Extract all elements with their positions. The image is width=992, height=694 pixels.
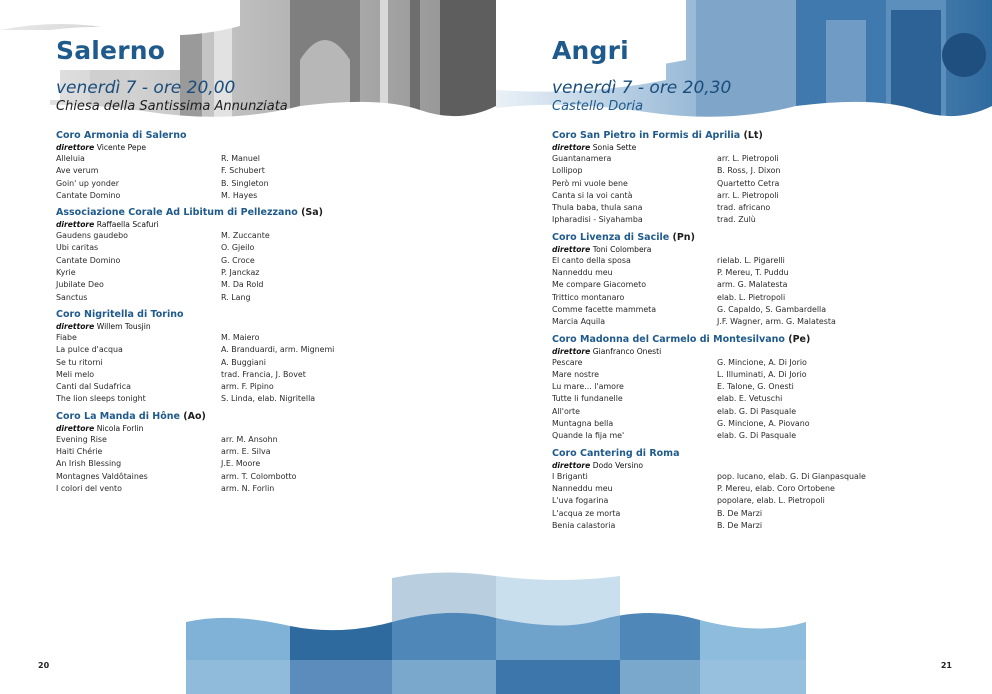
- choir-name-text: Coro Nigritella di Torino: [56, 308, 184, 320]
- program-row: [552, 178, 962, 190]
- program-row: [552, 381, 962, 393]
- piece-author: trad. Francia, J. Bovet: [221, 369, 306, 379]
- choir-name-text: Coro Armonia di Salerno: [56, 130, 187, 141]
- choir-name-text: Coro Madonna del Carmelo di Montesilvano: [552, 333, 785, 345]
- program-row: [56, 267, 466, 279]
- choir-director: [552, 142, 962, 153]
- choir-director: [552, 346, 962, 357]
- piece-title: Fiabe: [56, 332, 77, 342]
- piece-author: R. Lang: [221, 292, 251, 302]
- piece-author: J.F. Wagner, arm. G. Malatesta: [717, 317, 836, 327]
- choir-name-text: Coro La Manda di Hône: [56, 410, 180, 422]
- piece-author: elab. G. Di Pasquale: [717, 406, 797, 416]
- choir-name: [56, 130, 466, 142]
- choir-block: [56, 309, 466, 406]
- piece-title: Benia calastoria: [552, 520, 616, 530]
- choir-name: [552, 130, 962, 142]
- choir-program-list: [56, 128, 466, 500]
- piece-author: arr. L. Pietropoli: [717, 154, 779, 163]
- choir-block: [56, 130, 466, 202]
- piece-author: P. Mereu, elab. Coro Ortobene: [717, 483, 835, 493]
- piece-author: F. Schubert: [221, 166, 265, 176]
- director-label: direttore: [552, 460, 591, 470]
- choir-director: [552, 244, 962, 255]
- program-row: [552, 279, 962, 291]
- piece-author: arr. L. Pietropoli: [717, 190, 779, 200]
- choir-name-text: Coro Livenza di Sacile: [552, 231, 670, 243]
- piece-author: B. Singleton: [221, 178, 269, 188]
- piece-title: Montagnes Valdôtaines: [56, 471, 148, 481]
- program-row: [552, 430, 962, 442]
- piece-author: Quartetto Cetra: [717, 178, 780, 188]
- piece-author: L. Illuminati, A. Di Jorio: [717, 369, 807, 379]
- program-row: [56, 292, 466, 304]
- piece-author: arm. N. Forlin: [221, 483, 275, 493]
- choir-name: [56, 411, 466, 423]
- piece-title: All'orte: [552, 406, 580, 416]
- piece-author: B. De Marzi: [717, 520, 763, 530]
- piece-author: trad. africano: [717, 203, 771, 213]
- piece-author: M. Maiero: [221, 332, 260, 342]
- program-row: [56, 483, 466, 495]
- program-row: [56, 344, 466, 356]
- piece-title: Canta si la voi cantà: [552, 190, 633, 200]
- choir-director: [56, 321, 466, 332]
- program-row: [56, 446, 466, 458]
- piece-author: arr. M. Ansohn: [221, 434, 278, 444]
- concert-venue: Castello Doria: [552, 99, 644, 114]
- piece-author: arm. F. Pipino: [221, 382, 274, 392]
- piece-title: La pulce d'acqua: [56, 345, 123, 355]
- program-row: [552, 495, 962, 507]
- piece-title: Sanctus: [56, 292, 88, 302]
- piece-title: L'acqua ze morta: [552, 508, 621, 518]
- choir-director: [552, 460, 962, 471]
- program-row: [56, 178, 466, 190]
- piece-title: Tutte li fundanelle: [552, 394, 623, 404]
- piece-author: elab. G. Di Pasquale: [717, 431, 797, 441]
- piece-title: I colori del vento: [56, 483, 122, 493]
- program-row: [56, 471, 466, 483]
- city-title: Angri: [552, 36, 629, 65]
- program-row: [552, 304, 962, 316]
- page-number: 20: [38, 661, 50, 670]
- piece-title: Thula baba, thula sana: [552, 203, 643, 213]
- program-row: [56, 165, 466, 177]
- choir-province: (Sa): [301, 207, 323, 219]
- piece-author: M. Zuccante: [221, 231, 270, 241]
- piece-title: Nanneddu meu: [552, 268, 613, 278]
- piece-author: A. Branduardi, arm. Mignemi: [221, 345, 335, 355]
- director-label: direttore: [552, 346, 591, 356]
- piece-title: An Irish Blessing: [56, 459, 122, 469]
- choir-block: [552, 130, 962, 227]
- piece-author: O. Gjeilo: [221, 243, 255, 253]
- piece-title: Marcia Aquila: [552, 317, 606, 327]
- piece-title: Meli melo: [56, 369, 95, 379]
- piece-author: rielab. L. Pigarelli: [717, 255, 785, 265]
- piece-title: Comme facette mammeta: [552, 304, 657, 314]
- concert-venue: Chiesa della Santissima Annunziata: [56, 99, 288, 114]
- program-row: [56, 434, 466, 446]
- piece-author: J.E. Moore: [221, 459, 261, 469]
- concert-date: venerdì 7 - ore 20,30: [552, 78, 732, 98]
- director-name: Gianfranco Onesti: [592, 346, 662, 356]
- choir-province: (Pe): [788, 333, 811, 345]
- piece-title: Kyrie: [56, 268, 76, 278]
- piece-author: elab. L. Pietropoli: [717, 292, 786, 302]
- program-row: [552, 508, 962, 520]
- director-label: direttore: [56, 220, 95, 230]
- piece-title: The lion sleeps tonight: [56, 394, 146, 404]
- program-row: [552, 267, 962, 279]
- piece-title: Me compare Giacometo: [552, 280, 647, 290]
- piece-title: Mare nostre: [552, 369, 600, 379]
- piece-title: Ipharadisi - Siyahamba: [552, 215, 643, 225]
- program-row: [56, 153, 466, 165]
- piece-author: A. Buggiani: [221, 357, 266, 367]
- page-number: 21: [940, 661, 952, 670]
- choir-province: (Lt): [743, 130, 763, 141]
- piece-title: Haiti Chérie: [56, 447, 103, 457]
- choir-name: [552, 334, 962, 346]
- piece-title: Pescare: [552, 357, 583, 367]
- piece-title: Gaudens gaudebo: [56, 231, 128, 241]
- piece-author: elab. E. Vetuschi: [717, 394, 783, 404]
- director-label: direttore: [56, 143, 95, 152]
- piece-author: B. De Marzi: [717, 508, 763, 518]
- choir-block: [552, 334, 962, 443]
- decorative-wave-band: [0, 560, 992, 694]
- piece-author: arm. E. Silva: [221, 447, 271, 457]
- program-row: [552, 202, 962, 214]
- piece-author: M. Da Rold: [221, 280, 264, 290]
- choir-province: (Ao): [183, 410, 206, 422]
- program-row: [552, 483, 962, 495]
- program-row: [56, 381, 466, 393]
- director-label: direttore: [552, 244, 591, 254]
- piece-author: arm. G. Malatesta: [717, 280, 788, 290]
- piece-title: Canti dal Sudafrica: [56, 382, 131, 392]
- piece-title: Goin' up yonder: [56, 178, 119, 188]
- program-row: [552, 471, 962, 483]
- piece-author: M. Hayes: [221, 190, 258, 200]
- piece-author: B. Ross, J. Dixon: [717, 166, 781, 176]
- choir-director: [56, 219, 466, 230]
- program-row: [56, 190, 466, 202]
- choir-name-text: Associazione Corale Ad Libitum di Pellezzano: [56, 207, 298, 219]
- piece-author: trad. Zulù: [717, 215, 756, 225]
- piece-author: arm. T. Colombotto: [221, 471, 297, 481]
- program-row: [552, 292, 962, 304]
- piece-author: G. Mincione, A. Piovano: [717, 419, 810, 429]
- director-name: Sonia Sette: [592, 143, 637, 152]
- piece-title: Guantanamera: [552, 154, 612, 163]
- director-name: Willem Tousjin: [96, 321, 151, 331]
- program-row: [56, 369, 466, 381]
- piece-title: Nanneddu meu: [552, 483, 613, 493]
- piece-title: Jubilate Deo: [56, 280, 104, 290]
- piece-author: pop. lucano, elab. G. Di Gianpasquale: [717, 471, 866, 481]
- director-label: direttore: [56, 321, 95, 331]
- piece-title: Lu mare... l'amore: [552, 382, 624, 392]
- piece-title: El canto della sposa: [552, 255, 631, 265]
- program-row: [552, 520, 962, 532]
- program-row: [56, 332, 466, 344]
- program-row: [552, 190, 962, 202]
- choir-program-list: [552, 128, 962, 537]
- choir-name: [552, 448, 962, 460]
- program-row: [56, 279, 466, 291]
- piece-title: Però mi vuole bene: [552, 178, 628, 188]
- program-row: [56, 255, 466, 267]
- director-name: Nicola Forlin: [96, 423, 144, 433]
- program-row: [56, 230, 466, 242]
- choir-block: [552, 232, 962, 329]
- piece-title: I Briganti: [552, 471, 588, 481]
- piece-author: E. Talone, G. Onesti: [717, 382, 794, 392]
- choir-block: [56, 411, 466, 495]
- piece-author: G. Croce: [221, 255, 255, 265]
- choir-director: [56, 142, 466, 153]
- piece-title: Cantate Domino: [56, 255, 121, 265]
- program-row: [552, 153, 962, 165]
- program-row: [552, 165, 962, 177]
- piece-author: G. Capaldo, S. Gambardella: [717, 304, 827, 314]
- program-row: [552, 316, 962, 328]
- piece-title: Evening Rise: [56, 434, 107, 444]
- piece-title: Quande la fija me': [552, 431, 625, 441]
- director-label: direttore: [552, 143, 591, 152]
- program-row: [56, 357, 466, 369]
- choir-name: [56, 207, 466, 219]
- church-photo-banner: [0, 0, 496, 140]
- program-row: [56, 242, 466, 254]
- program-row: [56, 393, 466, 405]
- concert-date: venerdì 7 - ore 20,00: [56, 78, 236, 98]
- piece-title: Alleluia: [56, 154, 85, 163]
- piece-title: Ubi caritas: [56, 243, 99, 253]
- piece-author: S. Linda, elab. Nigritella: [221, 394, 316, 404]
- piece-title: Lollipop: [552, 166, 583, 176]
- program-row: [552, 214, 962, 226]
- program-row: [552, 255, 962, 267]
- piece-author: R. Manuel: [221, 154, 260, 163]
- director-name: Vicente Pepe: [96, 143, 147, 152]
- piece-author: popolare, elab. L. Pietropoli: [717, 496, 825, 506]
- choir-province: (Pn): [672, 231, 695, 243]
- piece-title: Trittico montanaro: [552, 292, 625, 302]
- choir-name: [56, 309, 466, 321]
- director-name: Toni Colombera: [592, 244, 652, 254]
- piece-title: Se tu ritorni: [56, 357, 103, 367]
- program-row: [552, 418, 962, 430]
- choir-name: [552, 232, 962, 244]
- program-row: [552, 393, 962, 405]
- director-name: Dodo Versino: [592, 460, 644, 470]
- director-name: Raffaella Scafuri: [96, 220, 159, 230]
- castle-photo-banner: [496, 0, 992, 140]
- piece-title: L'uva fogarina: [552, 496, 609, 506]
- piece-author: P. Mereu, T. Puddu: [717, 268, 789, 278]
- program-row: [552, 357, 962, 369]
- program-row: [552, 369, 962, 381]
- program-row: [56, 458, 466, 470]
- piece-title: Cantate Domino: [56, 190, 121, 200]
- choir-director: [56, 423, 466, 434]
- piece-author: P. Janckaz: [221, 268, 260, 278]
- program-row: [552, 406, 962, 418]
- city-title: Salerno: [56, 36, 166, 65]
- choir-name-text: Coro Cantering di Roma: [552, 447, 680, 459]
- choir-block: [56, 207, 466, 304]
- piece-title: Muntagna bella: [552, 419, 614, 429]
- choir-block: [552, 448, 962, 532]
- director-label: direttore: [56, 423, 95, 433]
- piece-title: Ave verum: [56, 166, 99, 176]
- piece-author: G. Mincione, A. Di Jorio: [717, 357, 807, 367]
- choir-name-text: Coro San Pietro in Formis di Aprilia: [552, 130, 741, 141]
